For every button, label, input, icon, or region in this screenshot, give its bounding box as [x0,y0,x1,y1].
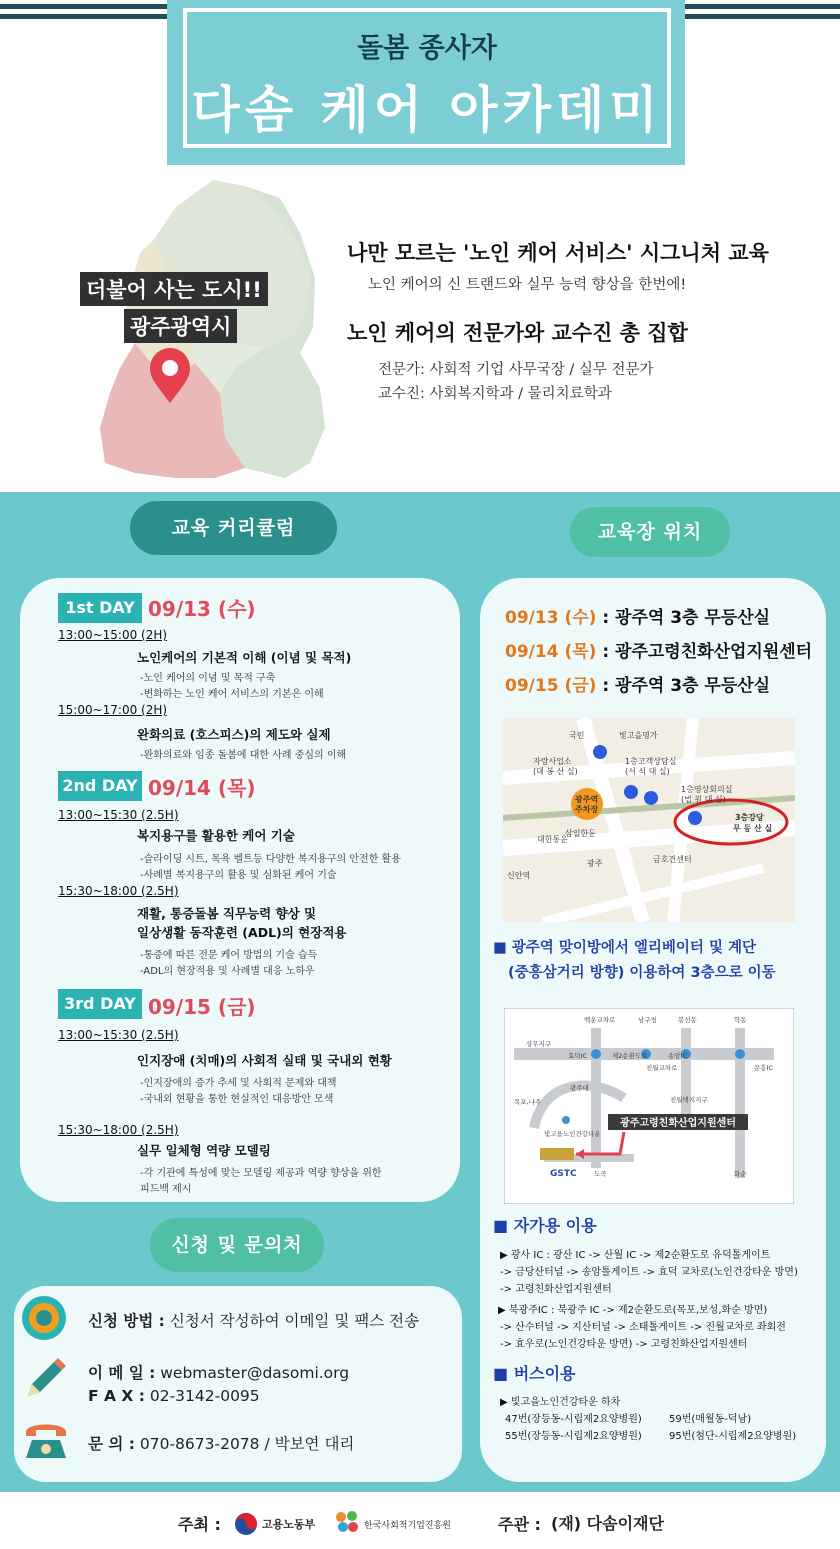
car-route-line: -> 효우로(노인건강타운 방면) -> 고령친화산업지원센터 [500,1339,748,1350]
map1-label: 3층강당 [735,813,764,822]
header-stripe [0,4,167,9]
session-detail: -통증에 따른 전문 케어 방법의 기술 습득 [140,950,318,961]
car-route-line: -> 고령친화산업지원센터 [500,1284,612,1295]
map1-label: 대한통운 [537,835,568,844]
session-detail: -변화하는 노인 케어 서비스의 기본은 이해 [140,689,324,700]
map2-label: 제2순환도로 [612,1052,648,1060]
map1-label: 광주 [587,859,603,868]
header-stripe [685,14,840,19]
gwangju-station-map [503,718,795,922]
gstc-logo: GSTC [550,1169,577,1179]
contact-method [88,1309,419,1331]
contact-email-value[interactable]: webmaster@dasomi.org [155,1364,350,1382]
footer-organizer: (재) 다솜이재단 [551,1514,664,1533]
contact-fax [88,1387,260,1405]
session-topic: 인지장애 (치매)의 사회적 실태 및 국내외 현황 [137,1053,392,1068]
intro-heading-experts: 노인 케어의 전문가와 교수진 총 집합 [347,321,688,345]
map1-label: 1층영상회의실 [681,785,733,794]
map1-label: 빛고을명가 [619,731,658,740]
footer-host1: 고용노동부 [262,1518,316,1531]
map1-label: (대 봉 산 실) [533,767,578,776]
map2-label: 빛고을노인건강타운 [544,1130,601,1138]
intro-text-experts: 전문가: 사회적 기업 사무국장 / 실무 전문가 [378,362,654,378]
bus-title: ■ 버스이용 [493,1364,576,1383]
map2-label: 광주대 [570,1084,589,1092]
car-title: ■ 자가용 이용 [493,1216,597,1235]
curriculum-title-pill: 교육 커리큘럼 [130,501,337,555]
map-label-line1: 더불어 사는 도시!! [80,272,268,306]
session-topic: 노인케어의 기본적 이해 (이념 및 목적) [137,650,352,665]
map2-label: 학동 [734,1016,747,1024]
intro-text-trend: 노인 케어의 신 트랜드와 실무 능력 향상을 한번에! [368,277,687,293]
bus-route: 47번(장등동-시립제2요양병원) [505,1414,642,1425]
footer-organizer-label-text: 주관 : [498,1515,541,1534]
session-topic: 완화의료 (호스피스)의 제도와 실제 [137,727,331,742]
car-route-line: -> 금당산터널 -> 송암톨게이트 -> 효덕 교차로(노인건강타운 방면) [500,1267,798,1278]
map1-label: 국민 [569,731,585,740]
venue-date: 09/13 (수) [505,608,597,628]
intro-heading-signature: 나만 모르는 '노인 케어 서비스' 시그니처 교육 [347,241,769,265]
map2-label: 상무지구 [526,1040,552,1048]
map2-label: 문흥IC [754,1064,774,1072]
venue-place: : 광주역 3층 무등산실 [596,676,771,696]
contact-phone-label: 문 의 : [88,1435,135,1453]
venue-place: : 광주역 3층 무등산실 [596,608,771,628]
session-detail: -완화의료와 임종 돌봄에 대한 사례 중심의 이해 [140,750,347,761]
map2-label: 남구청 [638,1016,657,1024]
gstc-center-label: 광주고령친화산업지원센터 [620,1118,736,1129]
footer-host-label: 주최 : [178,1515,221,1534]
session-time: 13:00~15:30 (2.5H) [58,1028,179,1042]
map1-label: 무 등 산 실 [733,824,773,833]
kosea-logo-icon [333,1508,361,1536]
car-route-line: ▶ 북광주IC : 북광주 IC -> 제2순환도로(목포,보성,화순 방면) [498,1305,768,1316]
moel-emblem-icon [234,1512,258,1536]
session-time: 15:30~18:00 (2.5H) [58,1123,179,1137]
map1-label: (법 원 대 실) [681,795,726,804]
map2-label: 진월택지지구 [670,1096,708,1104]
map2-label: 도곡 [594,1170,607,1178]
session-topic: 실무 일체형 역량 모델링 [137,1143,271,1158]
bus-route: 55번(장등동-시립제2요양병원) [505,1431,642,1442]
header-stripe [0,14,167,19]
day2-date: 09/14 (목) [148,776,256,800]
map2-label: 봉선동 [678,1016,697,1024]
session-detail: -인지장애의 증가 추세 및 사회적 문제와 대책 [140,1078,337,1089]
session-detail: -각 기관에 특성에 맞는 모델링 제공과 역량 향상을 위한 [140,1168,382,1179]
venue-place: : 광주고령친화산업지원센터 [596,642,813,662]
map2-label: 진월교차로 [646,1064,678,1072]
map2-label: 화순 [734,1170,747,1178]
session-detail: -국내외 현황을 통한 현실적인 대응방안 모색 [140,1094,334,1105]
session-topic: 재활, 통증돌봄 직무능력 향상 및 [137,906,317,921]
venue-date: 09/14 (목) [505,642,597,662]
map1-label: 주차장 [575,805,599,814]
contact-title-pill: 신청 및 문의처 [150,1218,324,1272]
map1-label: 자랑사업소 [533,757,572,766]
intro-text-professors: 교수진: 사회복지학과 / 물리치료학과 [378,386,612,402]
day1-date: 09/13 (수) [148,597,256,621]
contact-method-label: 신청 방법 : [88,1312,165,1330]
session-detail: -슬라이딩 시트, 목욕 벨트등 다양한 복지용구의 안전한 활용 [140,854,401,865]
session-detail: 피드백 제시 [140,1184,192,1195]
day1-badge: 1st DAY [58,593,142,623]
header-title-frame [183,8,671,148]
session-time: 13:00~15:30 (2.5H) [58,808,179,822]
session-detail: -ADL의 현장적용 및 사례별 대응 노하우 [140,966,315,977]
header-stripe [685,4,840,9]
car-route-line: -> 산수터널 -> 지산터널 -> 소태톨게이트 -> 진월교차로 좌회전 [500,1322,786,1333]
phone-icon [22,1418,70,1462]
session-detail: -사례별 복지용구의 활용 및 심화된 케어 기술 [140,870,337,881]
target-icon [20,1294,68,1342]
contact-fax-label: F A X : [88,1387,145,1405]
venue-note-line2: (중흥삼거리 방향) 이용하여 3층으로 이동 [508,965,776,981]
bus-route: 59번(매월동-덕남) [669,1414,752,1425]
session-time: 13:00~15:00 (2H) [58,628,168,642]
header-subtitle: 돌봄 종사자 [357,33,497,64]
day3-badge: 3rd DAY [58,989,142,1019]
map1-label: 금호건센터 [653,855,692,864]
bus-stop: ▶ 빛고을노인건강타운 하차 [500,1397,621,1408]
map2-label: 목포,나주 [514,1098,542,1106]
map1-label: 삼일한둔 [565,829,596,838]
bus-route: 95번(첨단-시립제2요양병원) [669,1431,797,1442]
session-time: 15:00~17:00 (2H) [58,703,168,717]
header-title: 다솜 케어 아카데미 [191,81,663,139]
session-topic-line2: 일상생활 동작훈련 (ADL)의 현장적용 [137,925,347,940]
session-detail: -노인 케어의 이념 및 목적 구축 [140,673,276,684]
session-time: 15:30~18:00 (2.5H) [58,884,179,898]
venue-note-line1: ■ 광주역 맞이방에서 엘리베이터 및 계단 [493,940,757,956]
contact-email [88,1361,349,1383]
contact-method-value: 신청서 작성하여 이메일 및 팩스 전송 [164,1312,420,1330]
map2-label: 송암IC [668,1052,688,1060]
map-label-line2: 광주광역시 [124,309,237,343]
venue-title-pill: 교육장 위치 [570,507,730,557]
contact-phone-value: 070-8673-2078 / 박보연 대리 [134,1435,355,1453]
footer [0,1492,840,1549]
map1-label: (서 석 대 실) [625,767,670,776]
map2-label: 효덕IC [568,1052,588,1060]
map2-label: 백운교차로 [584,1016,616,1024]
contact-fax-value: 02-3142-0095 [144,1387,260,1405]
gstc-route-map [504,1008,794,1204]
day2-badge: 2nd DAY [58,771,142,801]
venue-location [505,603,770,628]
map1-label: 신안역 [507,871,531,880]
contact-phone [88,1432,354,1454]
pencil-icon [22,1356,68,1402]
day3-date: 09/15 (금) [148,995,256,1019]
map1-label: 광주역 [575,795,599,804]
car-route-line: ▶ 광사 IC : 광산 IC -> 산월 IC -> 제2순환도로 유덕톨게이트 [500,1250,771,1261]
footer-host2: 한국사회적기업진흥원 [364,1521,451,1531]
contact-email-label: 이 메 일 : [88,1364,156,1382]
session-topic: 복지용구를 활용한 케어 기술 [137,828,295,843]
venue-date: 09/15 (금) [505,676,597,696]
venue-location [505,671,770,696]
venue-location [505,637,812,662]
map1-label: 1층고객상담실 [625,757,677,766]
